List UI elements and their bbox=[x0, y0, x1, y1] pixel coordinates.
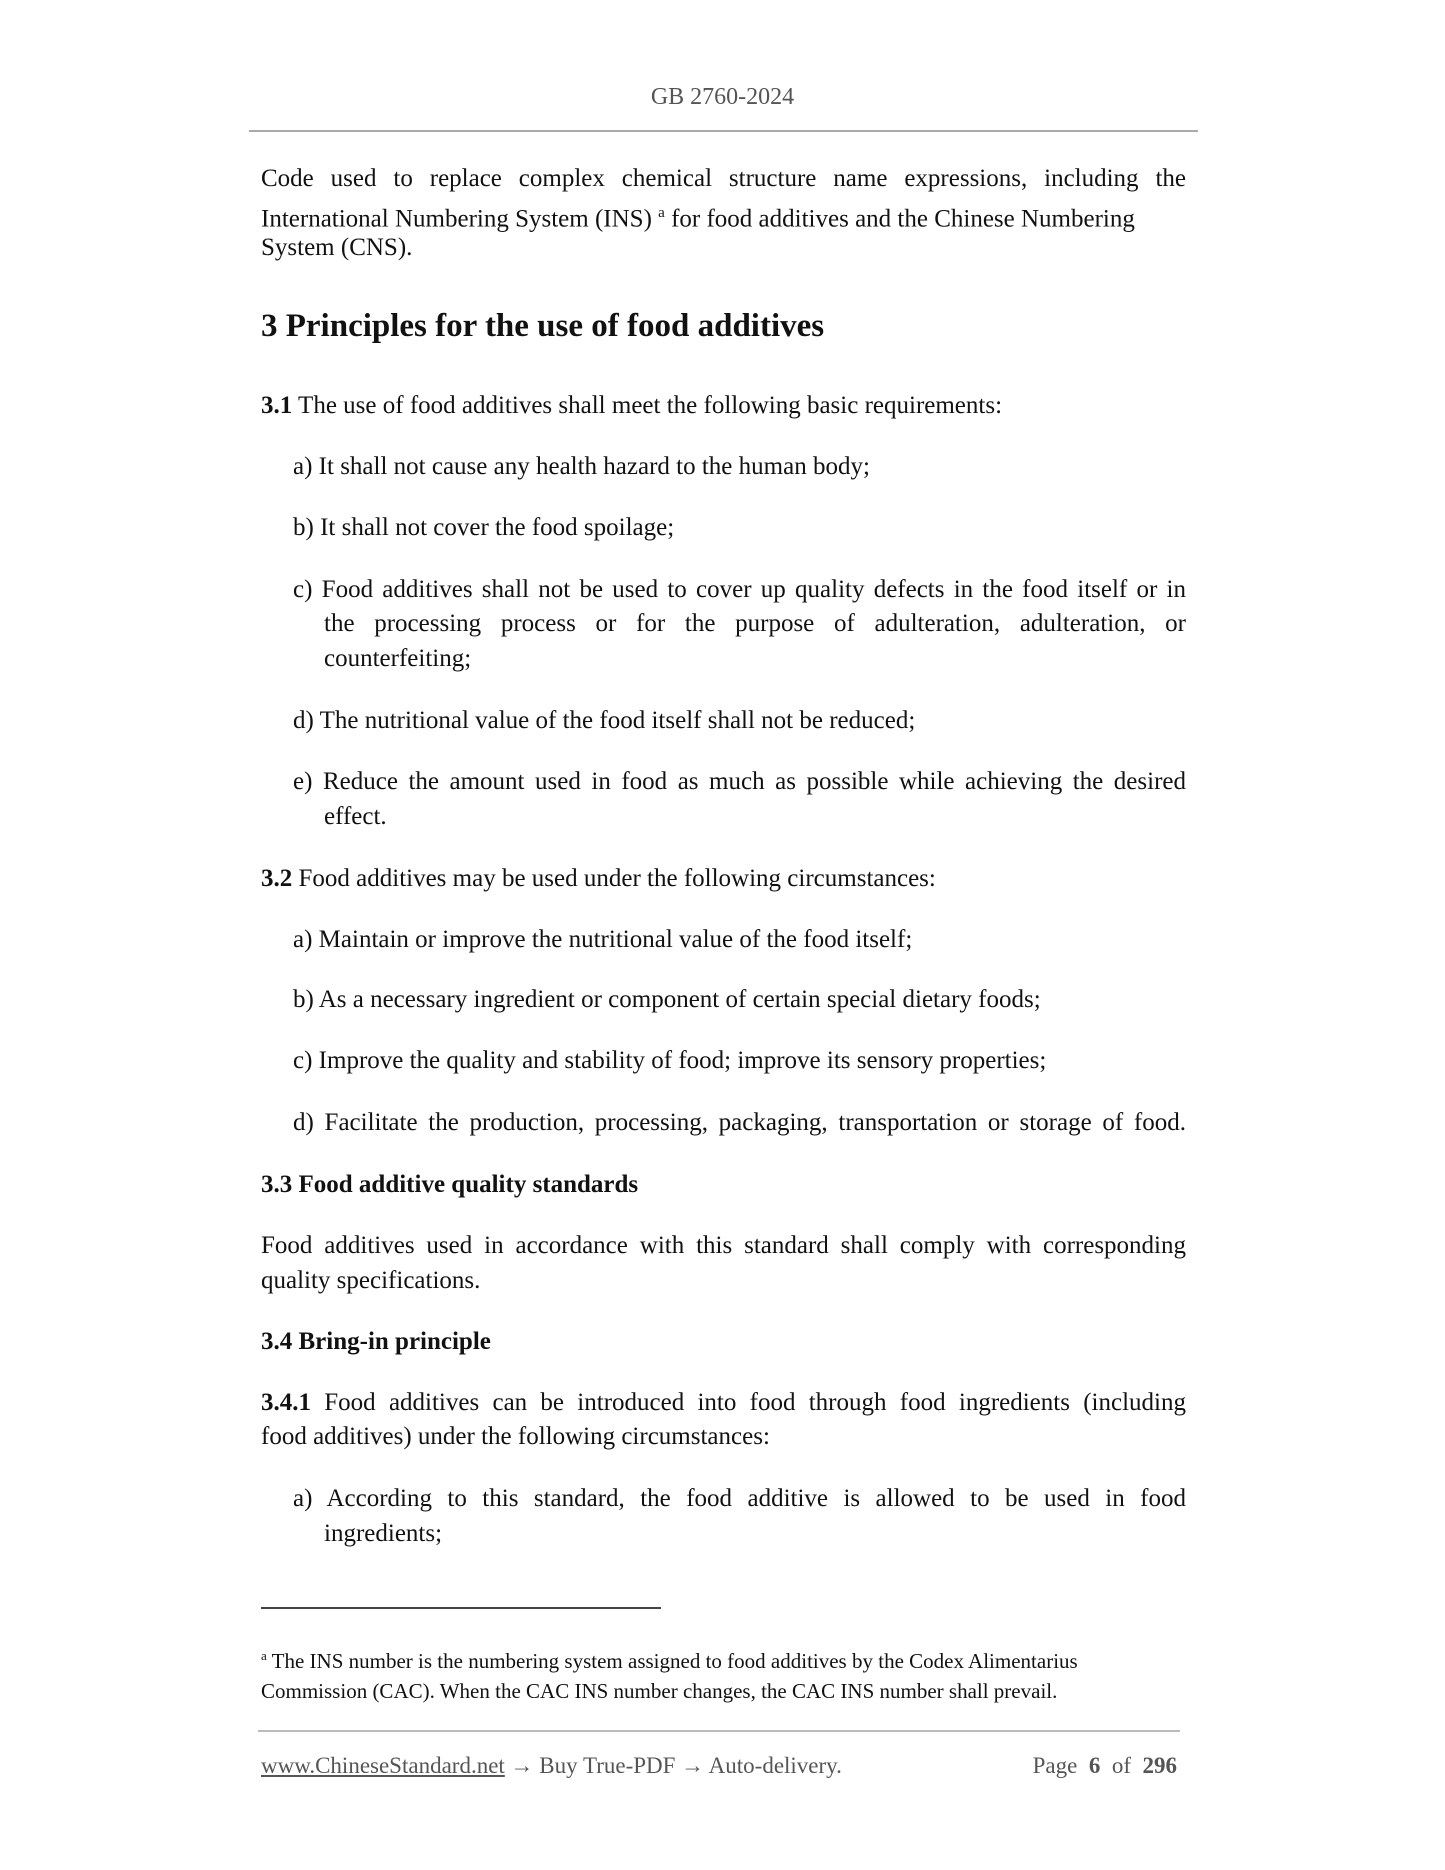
list-item-cont: counterfeiting; bbox=[324, 645, 472, 672]
list-item-cont: effect. bbox=[324, 803, 387, 830]
footnote-mark: a bbox=[261, 1648, 267, 1663]
footer-text: → Buy True-PDF → Auto-delivery. bbox=[504, 1753, 842, 1778]
list-item: c) Improve the quality and stability of food; improve its sensory properties; bbox=[293, 1047, 1047, 1074]
footnote-ref[interactable]: a bbox=[658, 205, 665, 221]
document-code-header: GB 2760-2024 bbox=[650, 84, 795, 110]
list-item: c) Food additives shall not be used to cover up quality defects in the food itself or in bbox=[293, 576, 1186, 603]
page-label: Page bbox=[1032, 1753, 1078, 1778]
list-item: a) According to this standard, the food additive is allowed to be used in food bbox=[293, 1485, 1186, 1512]
footnote-line-2: Commission (CAC). When the CAC INS number changes, the CAC INS number shall prevail. bbox=[261, 1679, 1058, 1703]
intro-line-3: System (CNS). bbox=[261, 234, 413, 261]
intro-text-cont: for food additives and the Chinese Numbering bbox=[664, 205, 1135, 233]
list-item: b) It shall not cover the food spoilage; bbox=[293, 514, 675, 541]
list-item-cont: ingredients; bbox=[324, 1520, 443, 1547]
clause-text: Food additives can be introduced into food through food ingredients (including bbox=[311, 1389, 1186, 1416]
of-label: of bbox=[1111, 1753, 1131, 1778]
list-item-cont: the processing process or for the purpose of adulteration, adulteration, or bbox=[324, 610, 1186, 637]
list-item: a) It shall not cause any health hazard to the human body; bbox=[293, 453, 870, 480]
clause-number: 3.1 bbox=[261, 392, 293, 419]
list-item: d) Facilitate the production, processing, packaging, transportation or storage of food. bbox=[293, 1109, 1186, 1136]
list-item: b) As a necessary ingredient or component of certain special dietary foods; bbox=[293, 986, 1041, 1013]
paragraph-line: quality specifications. bbox=[261, 1267, 481, 1294]
clause-text: The use of food additives shall meet the following basic requirements: bbox=[292, 392, 1003, 419]
paragraph-line: food additives) under the following circumstances: bbox=[261, 1423, 770, 1450]
footnote-text: The INS number is the numbering system assigned to food additives by the Codex Alimentarius bbox=[266, 1649, 1078, 1673]
footer-left bbox=[261, 1748, 842, 1783]
clause-3-2 bbox=[261, 861, 936, 896]
clause-number: 3.4.1 bbox=[261, 1389, 311, 1416]
paragraph-line: Food additives used in accordance with this standard shall comply with corresponding bbox=[261, 1232, 1186, 1259]
header-divider bbox=[249, 130, 1198, 132]
section-heading: 3 Principles for the use of food additives bbox=[261, 308, 825, 344]
clause-3-1 bbox=[261, 388, 1002, 423]
footnote-separator bbox=[261, 1607, 661, 1609]
clause-text: Food additives may be used under the following circumstances: bbox=[292, 865, 936, 892]
clause-3-4-title: 3.4 Bring-in principle bbox=[261, 1328, 491, 1355]
clause-3-3-title: 3.3 Food additive quality standards bbox=[261, 1171, 639, 1198]
footnote-line-1 bbox=[261, 1641, 1078, 1676]
clause-number: 3.2 bbox=[261, 865, 293, 892]
clause-3-4-1 bbox=[261, 1385, 1186, 1420]
intro-text: International Numbering System (INS) bbox=[261, 205, 652, 233]
website-link[interactable]: www.ChineseStandard.net bbox=[261, 1753, 505, 1778]
intro-line-1: Code used to replace complex chemical structure name expressions, including the bbox=[261, 165, 1186, 192]
list-item: e) Reduce the amount used in food as much as possible while achieving the desired bbox=[293, 768, 1186, 795]
footer-divider bbox=[258, 1730, 1180, 1732]
page-total: 296 bbox=[1142, 1753, 1177, 1778]
page-indicator bbox=[1033, 1748, 1177, 1783]
page-number: 6 bbox=[1088, 1753, 1101, 1778]
list-item: a) Maintain or improve the nutritional value of the food itself; bbox=[293, 926, 913, 953]
list-item: d) The nutritional value of the food itself shall not be reduced; bbox=[293, 707, 916, 734]
